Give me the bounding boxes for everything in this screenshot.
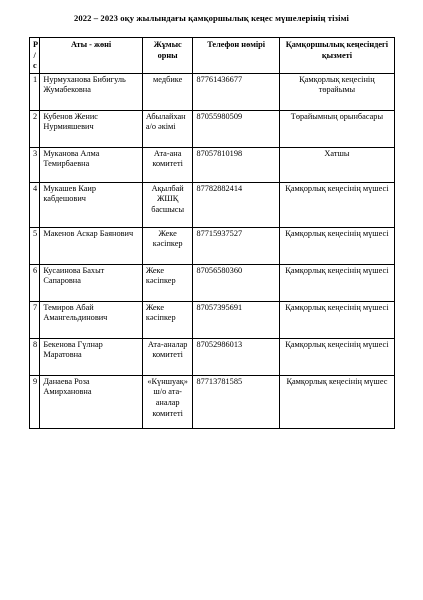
member-phone: 87782882414 <box>193 182 279 227</box>
table-row <box>30 264 395 301</box>
table-row <box>30 375 395 428</box>
row-number: 5 <box>30 227 40 264</box>
table-row <box>30 110 395 147</box>
row-number: 1 <box>30 73 40 110</box>
member-phone: 87057395691 <box>193 301 279 338</box>
member-name: Бекенова Гүлнар Маратовна <box>40 338 142 375</box>
column-header-job: Жұмыс орны <box>142 38 193 74</box>
member-phone: 87715937527 <box>193 227 279 264</box>
row-number: 4 <box>30 182 40 227</box>
column-header-role: Қамқоршылық кеңесіндегі қызметі <box>279 38 394 74</box>
member-role: Қамқорлық кеңесінің мүшесі <box>279 264 394 301</box>
document-title: 2022 – 2023 оқу жылындағы қамқоршылық кеңес мүшелерінің тізімі <box>73 13 350 23</box>
member-job: «Күншуақ» ш/о ата-аналар комитеті <box>142 375 193 428</box>
member-name: Нурмуханова Бибигуль Жумабековна <box>40 73 142 110</box>
member-role: Хатшы <box>279 147 394 182</box>
member-job: Жеке кәсіпкер <box>142 264 193 301</box>
member-role: Қамқорлық кеңесінің мүшес <box>279 375 394 428</box>
member-name: Данаева Роза Амирхановна <box>40 375 142 428</box>
column-header-phone: Телефон нөмірі <box>193 38 279 74</box>
row-number: 7 <box>30 301 40 338</box>
member-name: Кубенов Женис Нурмияшевич <box>40 110 142 147</box>
members-table <box>29 37 395 429</box>
member-job: Абылайхан а/о әкімі <box>142 110 193 147</box>
member-job: Жеке кәсіпкер <box>142 227 193 264</box>
table-header-row <box>30 38 395 74</box>
member-phone: 87056580360 <box>193 264 279 301</box>
row-number: 9 <box>30 375 40 428</box>
member-phone: 87713781585 <box>193 375 279 428</box>
table-row <box>30 301 395 338</box>
member-job: Ата-ана комитеті <box>142 147 193 182</box>
table-row <box>30 182 395 227</box>
member-phone: 87057810198 <box>193 147 279 182</box>
member-phone: 87052986013 <box>193 338 279 375</box>
member-role: Қамқорлық кеңесінің мүшесі <box>279 227 394 264</box>
member-phone: 87055980509 <box>193 110 279 147</box>
table-row <box>30 147 395 182</box>
member-name: Макенов Аскар Баянович <box>40 227 142 264</box>
member-job: Ата-аналар комитеті <box>142 338 193 375</box>
member-role: Қамқорлық кеңесінің мүшесі <box>279 182 394 227</box>
member-name: Мукашев Каир кабдешович <box>40 182 142 227</box>
member-job: медбике <box>142 73 193 110</box>
member-name: Кусаинова Бахыт Сапаровна <box>40 264 142 301</box>
row-number: 2 <box>30 110 40 147</box>
member-job: Ақылбай ЖШҚ басшысы <box>142 182 193 227</box>
row-number: 3 <box>30 147 40 182</box>
member-role: Қамқорлық кеңесінің төрайымы <box>279 73 394 110</box>
column-header-num: Р/с <box>30 38 40 74</box>
member-role: Төрайымның орынбасары <box>279 110 394 147</box>
table-row <box>30 73 395 110</box>
column-header-name: Аты - жөні <box>40 38 142 74</box>
row-number: 8 <box>30 338 40 375</box>
member-name: Темиров Абай Амангельдинович <box>40 301 142 338</box>
member-job: Жеке кәсіпкер <box>142 301 193 338</box>
table-row <box>30 227 395 264</box>
table-row <box>30 338 395 375</box>
member-role: Қамқорлық кеңесінің мүшесі <box>279 301 394 338</box>
member-name: Муканова Алма Темирбаевна <box>40 147 142 182</box>
member-phone: 87761436677 <box>193 73 279 110</box>
member-role: Қамқорлық кеңесінің мүшесі <box>279 338 394 375</box>
row-number: 6 <box>30 264 40 301</box>
